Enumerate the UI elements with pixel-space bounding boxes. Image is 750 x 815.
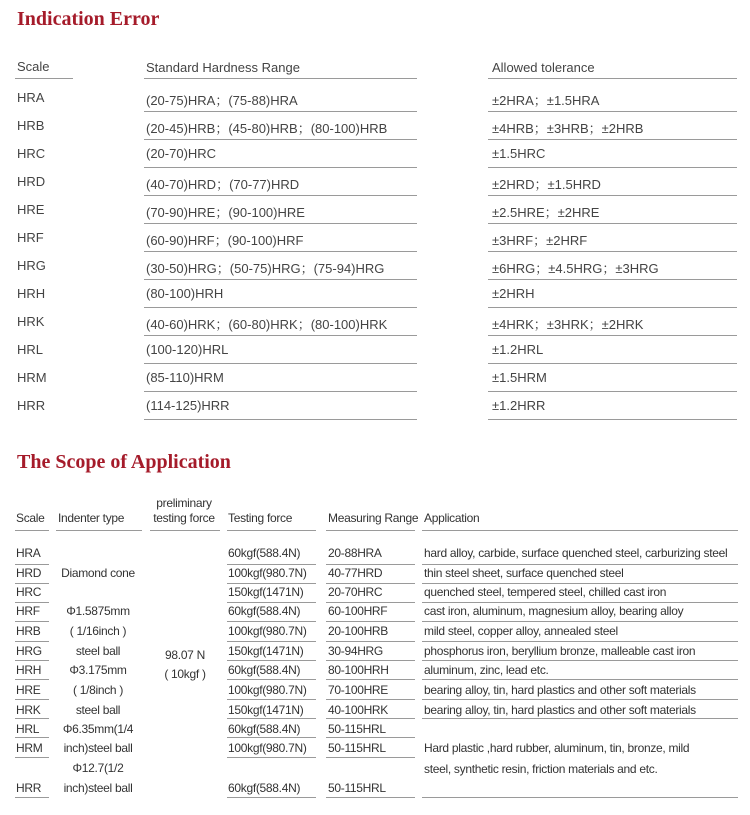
row-rule-tolerance [488,139,737,140]
testing-force-rule [227,699,316,700]
scale-rule [15,602,49,603]
scale-rule [15,583,49,584]
header-scale: Scale [17,59,50,74]
row-rule-range [144,363,417,364]
testing-force-rule [227,602,316,603]
application-cell: bearing alloy, tin, hard plastics and other soft materials [424,703,696,717]
row-hardness-range: (100-120)HRL [146,342,229,357]
measuring-range-rule [326,641,415,642]
indenter-cell: ( 1/8inch ) [72,683,124,697]
row-hardness-range: (20-75)HRA；(75-88)HRA [146,93,298,108]
row-scale: HRC [17,146,46,161]
testing-force-rule [227,679,316,680]
scale-rule [15,797,49,798]
row-tolerance: ±1.2HRL [492,342,544,357]
header-rule-measuring-range [326,530,415,531]
header-rule-tolerance [488,78,737,79]
row-hardness-range: (60-90)HRF；(90-100)HRF [146,233,304,248]
row-hardness-range: (40-70)HRD；(70-77)HRD [146,177,300,192]
measuring-range-rule [326,797,415,798]
row-tolerance: ±2.5HRE；±2HRE [492,205,600,220]
scale-rule [15,564,49,565]
header-measuring-range: Measuring Range [328,511,419,525]
application-rule [422,641,738,642]
row-tolerance: ±2HRA；±1.5HRA [492,93,600,108]
header-rule-application [422,530,738,531]
scale-cell: HRK [16,703,41,717]
header-rule-indenter [56,530,142,531]
header-indenter-type: Indenter type [58,511,125,525]
scale-cell: HRB [16,624,41,638]
scope-of-application-title: The Scope of Application [17,451,231,473]
scale-cell: HRE [16,683,41,697]
row-scale: HRL [17,342,44,357]
application-rule [422,797,738,798]
scale-cell: HRC [16,585,42,599]
row-rule-tolerance [488,391,737,392]
row-scale: HRD [17,174,46,189]
row-scale: HRH [17,286,46,301]
testing-force-rule [227,641,316,642]
testing-force-rule [227,737,316,738]
testing-force-cell: 100kgf(980.7N) [228,741,307,755]
scale-rule [15,621,49,622]
measuring-range-rule [326,583,415,584]
row-scale: HRR [17,398,46,413]
header-rule-scale [15,530,49,531]
measuring-range-rule [326,602,415,603]
measuring-range-cell: 20-70HRC [328,585,383,599]
measuring-range-cell: 50-115HRL [328,741,386,755]
row-scale: HRE [17,202,45,217]
indication-error-title: Indication Error [17,8,160,30]
scale-cell: HRL [16,722,40,736]
application-rule [422,679,738,680]
header-preliminary-line2: testing force [153,511,215,525]
row-tolerance: ±2HRD；±1.5HRD [492,177,601,192]
header-allowed-tolerance: Allowed tolerance [492,60,595,75]
scale-rule [15,660,49,661]
scale-rule [15,757,49,758]
row-scale: HRF [17,230,44,245]
indenter-cell: Φ3.175mm [69,663,127,677]
preliminary-force-kgf: ( 10kgf ) [164,667,206,681]
indenter-cell: steel ball [75,644,121,658]
testing-force-cell: 100kgf(980.7N) [228,566,307,580]
testing-force-rule [227,564,316,565]
scale-rule [15,641,49,642]
preliminary-force-n: 98.07 N [165,648,205,662]
scale-rule [15,679,49,680]
row-rule-tolerance [488,223,737,224]
testing-force-rule [227,583,316,584]
application-cell: cast iron, aluminum, magnesium alloy, bearing alloy [424,604,684,618]
measuring-range-rule [326,757,415,758]
measuring-range-cell: 70-100HRE [328,683,389,697]
testing-force-cell: 100kgf(980.7N) [228,683,307,697]
row-hardness-range: (20-45)HRB；(45-80)HRB；(80-100)HRB [146,121,388,136]
header-rule-preliminary [150,530,220,531]
row-tolerance: ±3HRF；±2HRF [492,233,588,248]
measuring-range-cell: 20-100HRB [328,624,389,638]
testing-force-cell: 60kgf(588.4N) [228,722,301,736]
measuring-range-cell: 40-100HRK [328,703,389,717]
measuring-range-rule [326,737,415,738]
testing-force-cell: 150kgf(1471N) [228,703,304,717]
application-rule [422,564,738,565]
testing-force-rule [227,757,316,758]
row-rule-range [144,391,417,392]
row-rule-range [144,139,417,140]
row-rule-tolerance [488,307,737,308]
application-rule [422,660,738,661]
row-hardness-range: (40-60)HRK；(60-80)HRK；(80-100)HRK [146,317,388,332]
measuring-range-rule [326,660,415,661]
row-rule-range [144,307,417,308]
measuring-range-cell: 30-94HRG [328,644,383,658]
measuring-range-cell: 80-100HRH [328,663,389,677]
row-hardness-range: (70-90)HRE；(90-100)HRE [146,205,305,220]
row-tolerance: ±2HRH [492,286,535,301]
row-hardness-range: (80-100)HRH [146,286,224,301]
measuring-range-rule [326,699,415,700]
row-rule-tolerance [488,363,737,364]
testing-force-rule [227,797,316,798]
row-hardness-range: (114-125)HRR [146,398,230,413]
scale-rule [15,737,49,738]
row-rule-range [144,251,417,252]
row-rule-tolerance [488,251,737,252]
testing-force-rule [227,621,316,622]
row-rule-tolerance [488,167,737,168]
row-rule-range [144,167,417,168]
measuring-range-cell: 60-100HRF [328,604,388,618]
row-rule-tolerance [488,279,737,280]
row-rule-range [144,419,417,420]
row-scale: HRA [17,90,45,105]
testing-force-rule [227,660,316,661]
scale-rule [15,699,49,700]
testing-force-cell: 60kgf(588.4N) [228,604,301,618]
indenter-cell: ( 1/16inch ) [69,624,127,638]
row-hardness-range: (30-50)HRG；(50-75)HRG；(75-94)HRG [146,261,385,276]
measuring-range-cell: 20-88HRA [328,546,382,560]
testing-force-cell: 60kgf(588.4N) [228,663,301,677]
application-rule [422,699,738,700]
row-rule-tolerance [488,195,737,196]
testing-force-cell: 100kgf(980.7N) [228,624,307,638]
measuring-range-cell: 40-77HRD [328,566,383,580]
row-scale: HRG [17,258,46,273]
measuring-range-rule [326,679,415,680]
scale-cell: HRH [16,663,42,677]
testing-force-cell: 60kgf(588.4N) [228,546,301,560]
scale-cell: HRM [16,741,43,755]
indenter-cell: inch)steel ball [63,741,133,755]
header-rule-testing-force [227,530,316,531]
application-cell: hard alloy, carbide, surface quenched steel, carburizing steel [424,546,728,560]
row-tolerance: ±4HRK；±3HRK；±2HRK [492,317,644,332]
row-rule-tolerance [488,111,737,112]
application-rule [422,621,738,622]
indenter-cell: Φ6.35mm(1/4 [62,722,134,736]
row-rule-range [144,195,417,196]
scale-cell: HRF [16,604,40,618]
measuring-range-cell: 50-115HRL [328,781,386,795]
testing-force-cell: 150kgf(1471N) [228,644,304,658]
application-cell: mild steel, copper alloy, annealed steel [424,624,618,638]
testing-force-cell: 150kgf(1471N) [228,585,304,599]
row-tolerance: ±1.5HRC [492,146,546,161]
scale-cell: HRA [16,546,41,560]
scale-cell: HRD [16,566,42,580]
row-rule-range [144,279,417,280]
scale-cell: HRR [16,781,42,795]
application-rule [422,602,738,603]
header-rule-range [144,78,417,79]
application-rule [422,718,738,719]
application-cell: bearing alloy, tin, hard plastics and other soft materials [424,683,696,697]
row-rule-range [144,335,417,336]
measuring-range-rule [326,621,415,622]
header-rule-scale [15,78,73,79]
application-cell: thin steel sheet, surface quenched steel [424,566,624,580]
row-hardness-range: (20-70)HRC [146,146,217,161]
row-tolerance: ±6HRG；±4.5HRG；±3HRG [492,261,659,276]
indenter-cell: Diamond cone [61,566,135,580]
scale-rule [15,718,49,719]
header-preliminary-line1: preliminary [156,496,212,510]
testing-force-rule [227,718,316,719]
row-tolerance: ±1.2HRR [492,398,546,413]
application-rule [422,583,738,584]
application-cell: quenched steel, tempered steel, chilled cast iron [424,585,667,599]
header-application: Application [424,511,480,525]
row-tolerance: ±4HRB；±3HRB；±2HRB [492,121,644,136]
row-rule-range [144,223,417,224]
indenter-cell: Φ12.7(1/2 [72,761,124,775]
indenter-cell: steel ball [75,703,121,717]
application-cell: phosphorus iron, beryllium bronze, malleable cast iron [424,644,696,658]
indenter-cell: inch)steel ball [63,781,133,795]
indenter-cell: Φ1.5875mm [66,604,130,618]
row-rule-tolerance [488,335,737,336]
measuring-range-rule [326,718,415,719]
application-cell: Hard plastic ,hard rubber, aluminum, tin, bronze, mild [424,741,690,755]
row-hardness-range: (85-110)HRM [146,370,224,385]
header-scale: Scale [16,511,45,525]
scale-cell: HRG [16,644,42,658]
header-standard-hardness-range: Standard Hardness Range [146,60,300,75]
row-tolerance: ±1.5HRM [492,370,547,385]
application-cell: aluminum, zinc, lead etc. [424,663,549,677]
measuring-range-cell: 50-115HRL [328,722,386,736]
row-scale: HRB [17,118,45,133]
row-scale: HRK [17,314,45,329]
row-rule-range [144,111,417,112]
testing-force-cell: 60kgf(588.4N) [228,781,301,795]
measuring-range-rule [326,564,415,565]
application-cell: steel, synthetic resin, friction materials and etc. [424,762,658,776]
header-testing-force: Testing force [228,511,293,525]
row-scale: HRM [17,370,47,385]
row-rule-tolerance [488,419,737,420]
